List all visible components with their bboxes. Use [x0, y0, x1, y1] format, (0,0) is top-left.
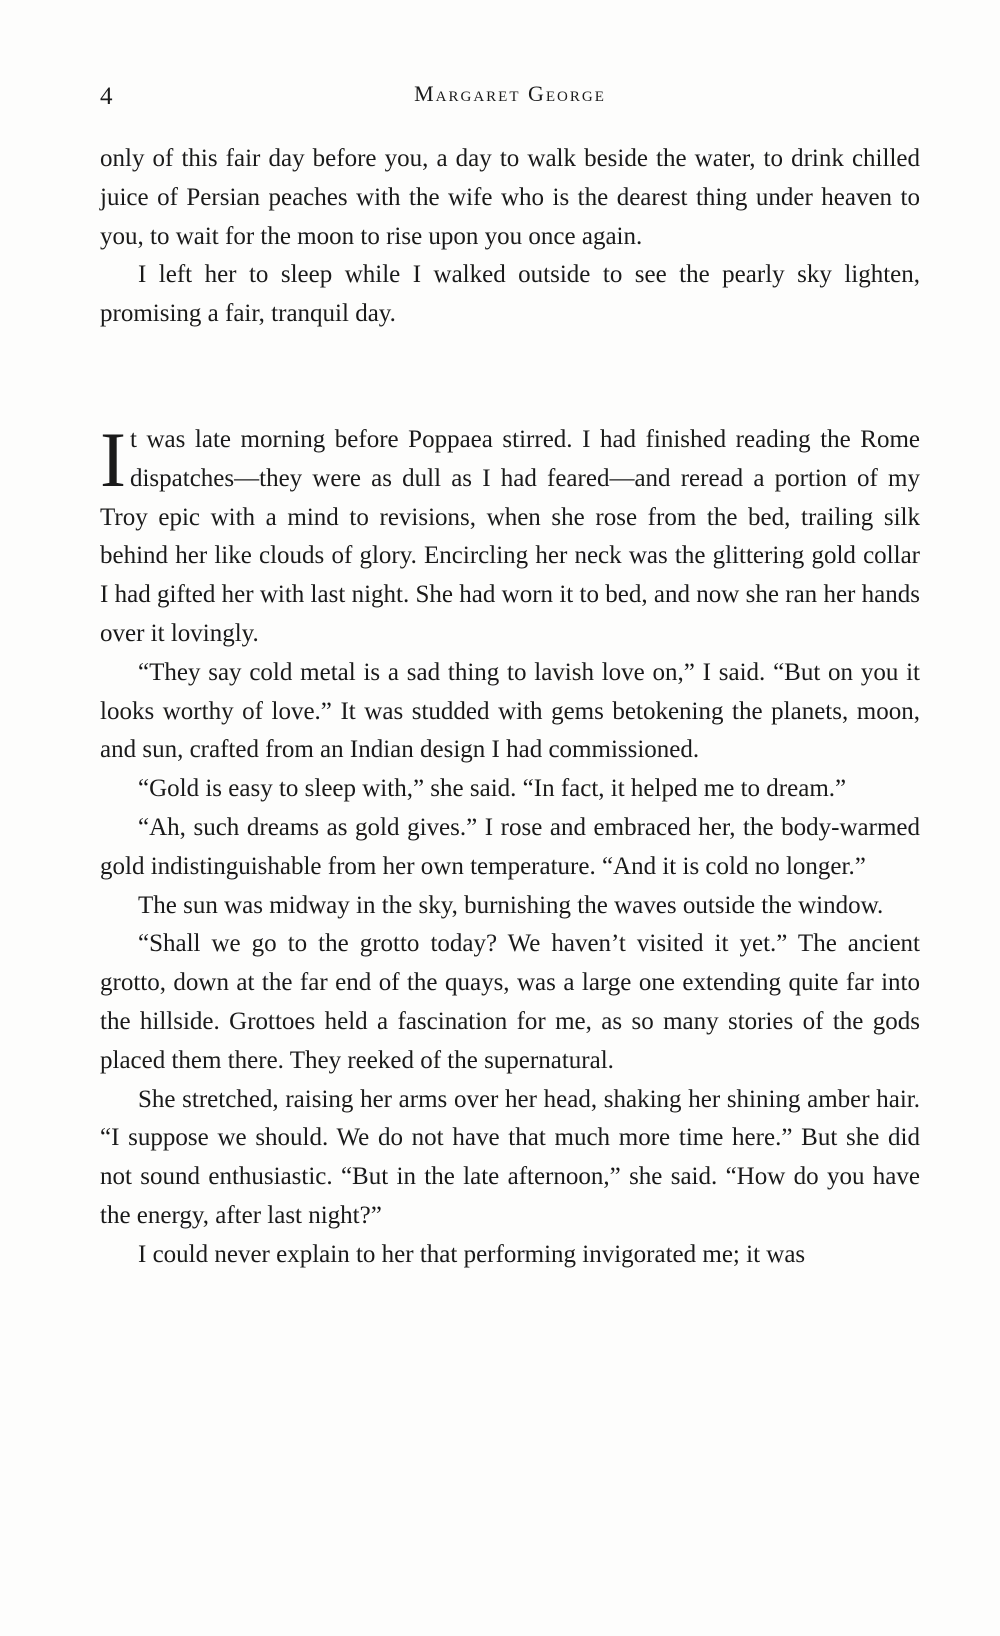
paragraph-opening-text: t was late morning before Poppaea stirred. I had finished reading the Rome dispatches—they were as dull as I had feared—and reread a portion of my Troy epic with a mind to revisions, when she rose from the bed, trailing silk behind her like clouds of glory. Encircling her neck was the glittering gold collar I had gifted her with last night. She had worn it to bed, and now she ran her hands over it lovingly. [100, 426, 920, 647]
paragraph-opening [100, 416, 920, 654]
page-number: 4 [100, 83, 113, 110]
section-two [100, 416, 920, 1275]
paragraph: The sun was midway in the sky, burnishing the waves outside the window. [138, 891, 884, 919]
paragraph: She stretched, raising her arms over her head, shaking her shining amber hair. “I suppose we should. We do not have that much more time here.” But she did not sound enthusiastic. “But in the late afternoon,” she said. “How do you have the energy, after last night?” [100, 1085, 920, 1229]
paragraph: “Shall we go to the grotto today? We haven’t visited it yet.” The ancient grotto, down at the far end of the quays, was a large one extending quite far into the hillside. Grottoes held a fascination for me, as so many stories of the gods placed them there. They reeked of the supernatural. [100, 930, 920, 1074]
paragraph: “They say cold metal is a sad thing to lavish love on,” I said. “But on you it looks worthy of love.” It was studded with gems betokening the planets, moon, and sun, crafted from an Indian design I had commissioned. [100, 658, 920, 764]
paragraph: “Ah, such dreams as gold gives.” I rose and embraced her, the body-warmed gold indistinguishable from her own temperature. “And it is cold no longer.” [100, 813, 920, 880]
running-head [100, 78, 920, 118]
paragraph: I could never explain to her that performing invigorated me; it was [138, 1240, 806, 1268]
author-header: Margaret George [414, 81, 606, 106]
drop-cap: I [100, 416, 126, 503]
paragraph: I left her to sleep while I walked outside to see the pearly sky lighten, promising a fair, tranquil day. [100, 261, 920, 328]
section-one [100, 140, 920, 334]
paragraph: “Gold is easy to sleep with,” she said. “In fact, it helped me to dream.” [138, 775, 847, 803]
paragraph-continued: only of this fair day before you, a day to walk beside the water, to drink chilled juice of Persian peaches with the wife who is the dearest thing under heaven to you, to wait for the moon to rise upon you once again. [100, 145, 920, 250]
